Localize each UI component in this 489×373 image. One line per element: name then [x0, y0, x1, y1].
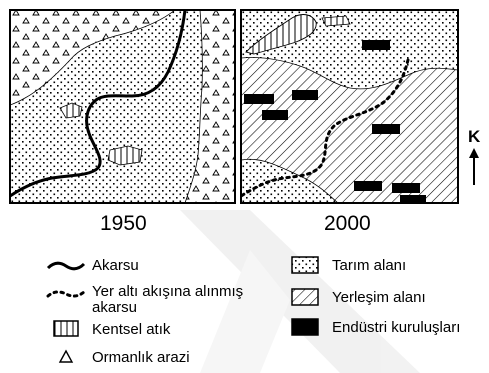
legend-urban-waste-label: Kentsel atık — [92, 321, 171, 338]
legend-farmland-label: Tarım alanı — [332, 257, 407, 274]
map-1950 — [10, 10, 235, 203]
legend-forest-symbol — [60, 351, 72, 362]
north-label: K — [468, 127, 481, 146]
urban-waste-patch — [322, 16, 350, 26]
legend-underground-river-symbol — [48, 292, 84, 296]
map-2000 — [241, 10, 458, 204]
legend-farmland-symbol — [292, 257, 318, 273]
industry-block — [362, 40, 390, 50]
legend-urban-waste-symbol — [54, 321, 78, 336]
legend-river-label: Akarsu — [92, 257, 139, 274]
legend-settlement-symbol — [292, 289, 318, 305]
legend-river-symbol — [48, 263, 84, 269]
year-label-2000: 2000 — [324, 212, 371, 235]
industry-block — [354, 181, 382, 191]
industry-block — [292, 90, 318, 100]
industry-block — [262, 110, 288, 120]
north-arrow — [469, 148, 479, 185]
legend-settlement-label: Yerleşim alanı — [332, 289, 426, 306]
legend-forest-label: Ormanlık arazi — [92, 349, 190, 366]
industry-block — [392, 183, 420, 193]
legend-industry-label: Endüstri kuruluşları — [332, 319, 461, 336]
industry-block — [244, 94, 274, 104]
year-label-1950: 1950 — [100, 212, 147, 235]
legend-industry-symbol — [292, 319, 318, 335]
industry-block — [372, 124, 400, 134]
legend-underground-river-label: Yer altı akışına alınmış akarsu — [92, 283, 244, 316]
